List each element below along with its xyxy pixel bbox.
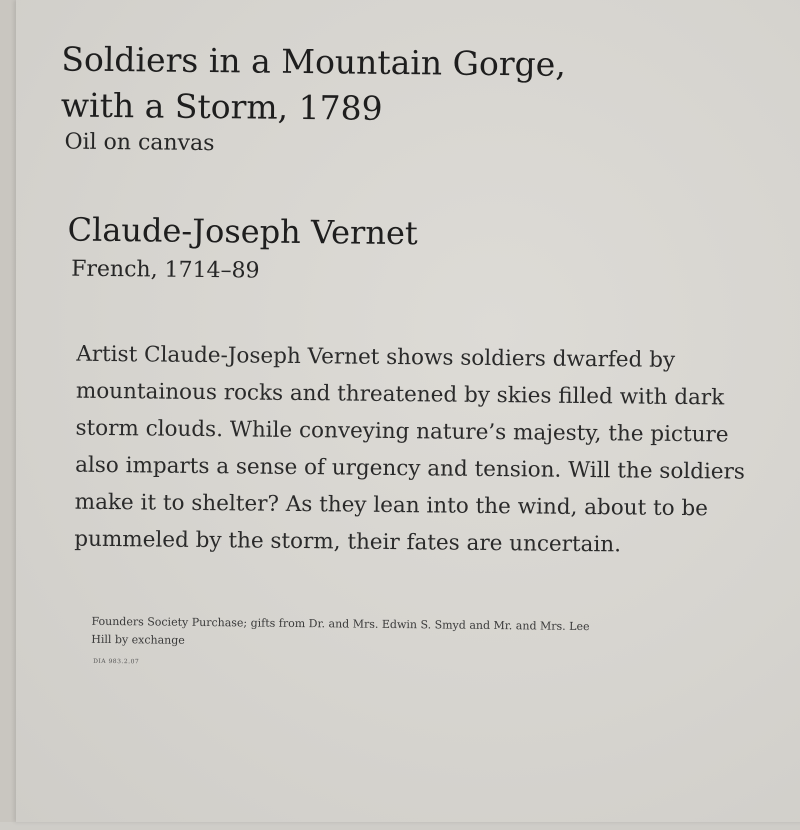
- credit-line: Founders Society Purchase; gifts from Dr. and Mrs. Edwin S. Smyd and Mr. and Mrs. Lee Hill by exchange: [91, 614, 590, 647]
- artwork-medium: Oil on canvas: [64, 129, 215, 157]
- artist-nationality-dates: French, 1714–89: [71, 256, 260, 284]
- artwork-description: Artist Claude-Joseph Vernet shows soldiers dwarfed by mountainous rocks and threatened by skies filled with dark storm clouds. While conveying nature’s majesty, the picture also imparts a sense of urgency and tension. Will the soldiers make it to shelter? As they lean into the wind, about to be pummeled by the storm, their fates are uncertain.: [74, 341, 746, 558]
- artist-name: Claude-Joseph Vernet: [67, 210, 418, 253]
- museum-label-placard: [16, 0, 800, 822]
- artwork-title: Soldiers in a Mountain Gorge, with a Storm, 1789: [60, 39, 567, 128]
- label-content: [7, 0, 800, 830]
- accession-number: DIA 983.2.07: [93, 657, 140, 666]
